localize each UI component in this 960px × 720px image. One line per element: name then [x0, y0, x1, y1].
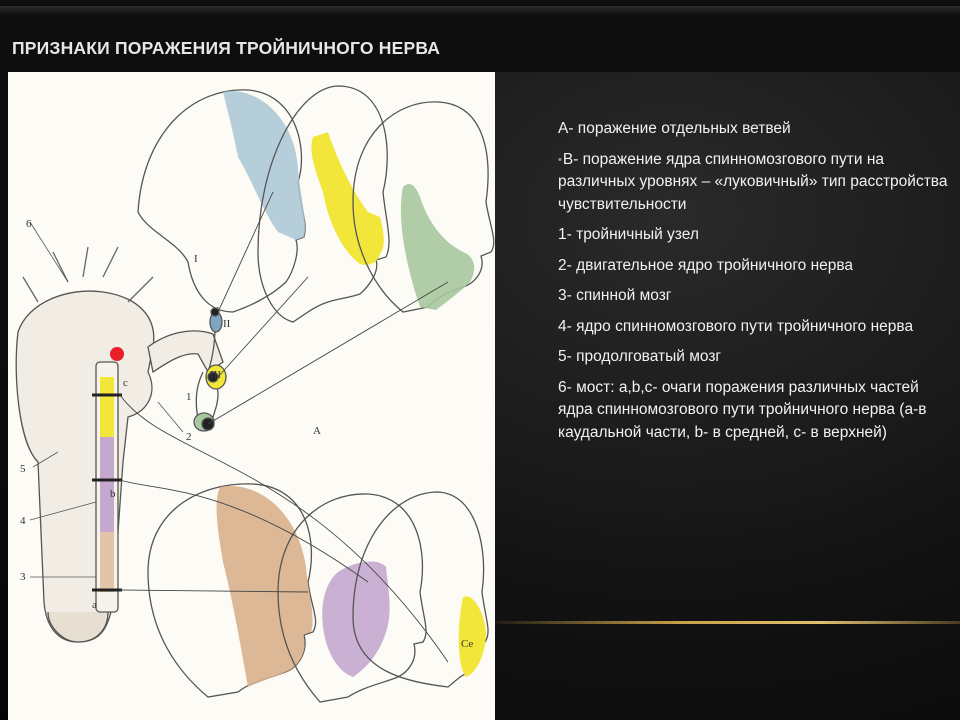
- label-A: A: [313, 425, 321, 437]
- label-4: 4: [20, 515, 26, 527]
- tan-zone: [217, 486, 313, 687]
- branch-I-knot: [211, 308, 219, 316]
- legend-item-5: 5- продолговатый мозг: [558, 348, 722, 365]
- legend-item-3: 3- спинной мозг: [558, 287, 672, 304]
- tract-yellow: [100, 377, 114, 437]
- label-a: a: [92, 599, 97, 611]
- legend-item-B: •В- поражение ядра спинномозгового пути на различных уровнях – «луковичный» тип расстройства чувствительности: [558, 150, 948, 213]
- label-Ce: Ce: [461, 638, 474, 650]
- tract-tan: [100, 532, 114, 592]
- bullet-icon: •: [558, 153, 562, 166]
- legend-text: [558, 118, 953, 452]
- label-5: 5: [20, 463, 26, 475]
- blue-zone: [223, 91, 305, 240]
- yellow-zone-small: [459, 596, 486, 677]
- label-b: b: [110, 488, 116, 500]
- connector-lines: [120, 192, 448, 662]
- tract-purple: [100, 437, 114, 532]
- label-branch-I: I: [194, 253, 198, 265]
- figure-drawing: [8, 72, 495, 720]
- label-c: c: [123, 377, 128, 389]
- green-zone: [401, 184, 474, 310]
- red-dot: [110, 347, 124, 361]
- trigeminal-figure: [8, 72, 495, 720]
- label-6: 6: [26, 218, 32, 230]
- label-branch-II: II: [223, 318, 231, 330]
- title-bar: [0, 0, 960, 72]
- legend-item-2: 2- двигательное ядро тройничного нерва: [558, 256, 854, 274]
- brainstem: [16, 291, 154, 642]
- label-2: 2: [186, 431, 192, 443]
- label-1: 1: [186, 391, 192, 403]
- legend-item-4: 4- ядро спинномозгового пути тройничного нерва: [558, 317, 914, 335]
- legend-item-1: 1- тройничный узел: [558, 226, 699, 243]
- label-branch-III: III: [210, 369, 221, 381]
- yellow-zone: [311, 132, 383, 265]
- legend-item-A: А- поражение отдельных ветвей: [558, 120, 791, 137]
- legend-item-6: 6- мост: a,b,c- очаги поражения различных частей ядра спинномозгового пути тройничного нерва (а-в каудальной части, b- в средней, с- в верхней): [558, 378, 927, 441]
- slide-title: ПРИЗНАКИ ПОРАЖЕНИЯ ТРОЙНИЧНОГО НЕРВА: [12, 38, 441, 58]
- label-3: 3: [20, 571, 26, 583]
- accent-divider: [495, 621, 960, 624]
- brainstem-base: [48, 612, 108, 642]
